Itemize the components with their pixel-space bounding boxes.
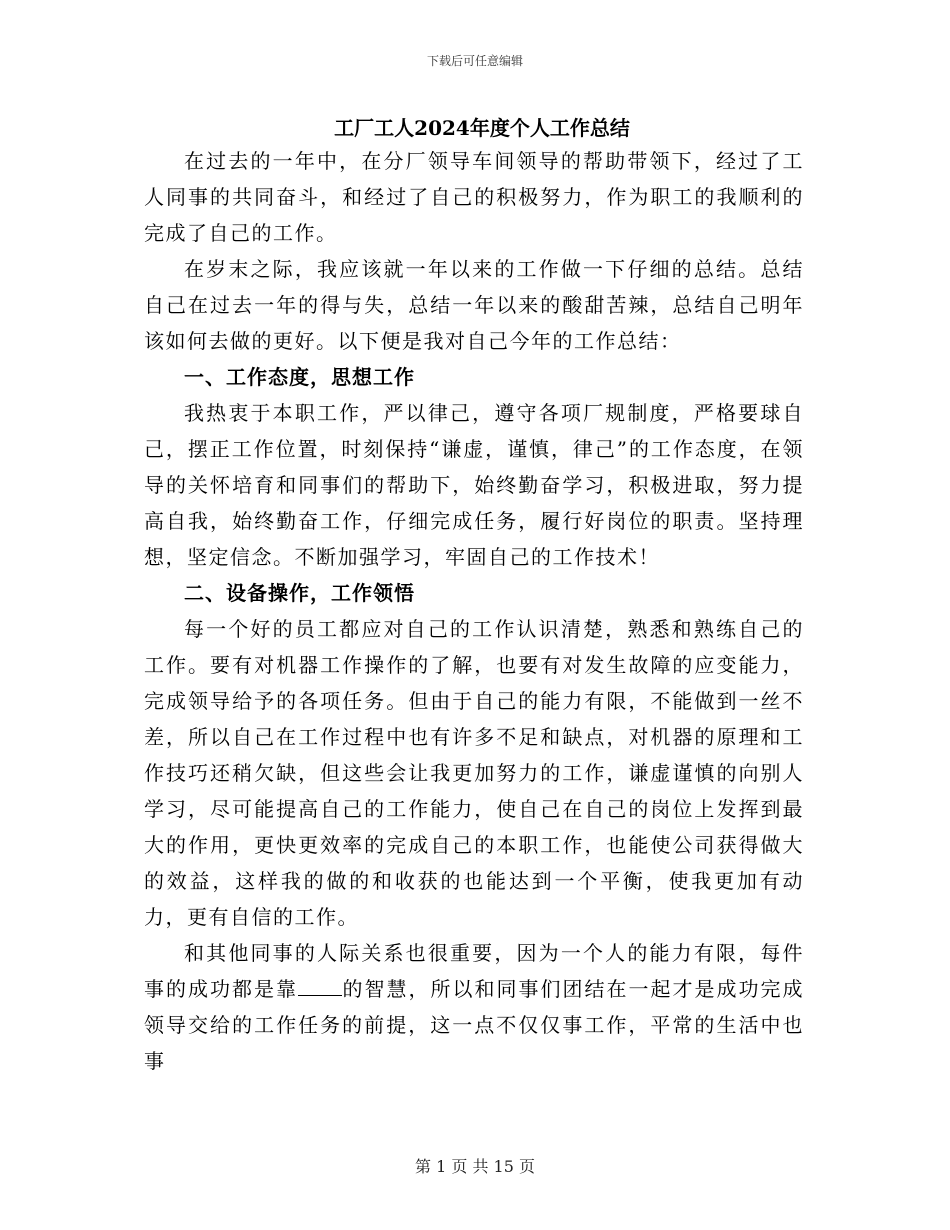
paragraph-intro: 在过去的一年中，在分厂领导车间领导的帮助带领下，经过了工人同事的共同奋斗，和经过了自己的积极努力，作为职工的我顺利的完成了自己的工作。 [144,149,804,245]
paragraph-summary-purpose: 在岁末之际，我应该就一年以来的工作做一下仔细的总结。总结自己在过去一年的得与失，总结一年以来的酸甜苦辣，总结自己明年该如何去做的更好。以下便是我对自己今年的工作总结： [144,257,804,353]
paragraph-attitude: 我热衷于本职工作，严以律己，遵守各项厂规制度，严格要球自己，摆正工作位置，时刻保持“谦虚，谨慎，律己”的工作态度，在领导的关怀培育和同事们的帮助下，始终勤奋学习，积极进取，努力提高自我，始终勤奋工作，仔细完成任务，履行好岗位的职责。坚持理想，坚定信念。不断加强学习，牢固自己的工作技术！ [144,401,804,569]
document-body [144,113,804,1079]
document-title: 工厂工人2024年度个人工作总结 [334,116,630,140]
paragraph-equipment: 每一个好的员工都应对自己的工作认识清楚，熟悉和熟练自己的工作。要有对机器工作操作的了解，也要有对发生故障的应变能力，完成领导给予的各项任务。但由于自己的能力有限，不能做到一丝不差，所以自己在工作过程中也有许多不足和缺点，对机器的原理和工作技巧还稍欠缺，但这些会让我更加努力的工作，谦虚谨慎的向别人学习，尽可能提高自己的工作能力，使自己在自己的岗位上发挥到最大的作用，更快更效率的完成自己的本职工作，也能使公司获得做大的效益，这样我的做的和收获的也能达到一个平衡，使我更加有动力，更有自信的工作。 [144,617,804,929]
paragraph-relationships-text-before: 和其他同事的人际关系也很重要，因为一个人的能力有限，每件事的成功都是靠 [144,941,804,1001]
paragraph-relationships-text-after: 的智慧，所以和同事们团结在一起才是成功完成领导交给的工作任务的前提，这一点不仅仅事工作，平常的生活中也事 [144,977,804,1073]
section-heading-attitude: 一、工作态度，思想工作 [184,365,415,389]
section-heading-equipment: 二、设备操作，工作领悟 [184,581,415,605]
paragraph-relationships [144,935,804,1079]
page-number-footer: 第 1 页 共 15 页 [415,1157,535,1176]
fill-in-blank [298,977,342,996]
page-header-note: 下载后可任意编辑 [426,54,523,68]
